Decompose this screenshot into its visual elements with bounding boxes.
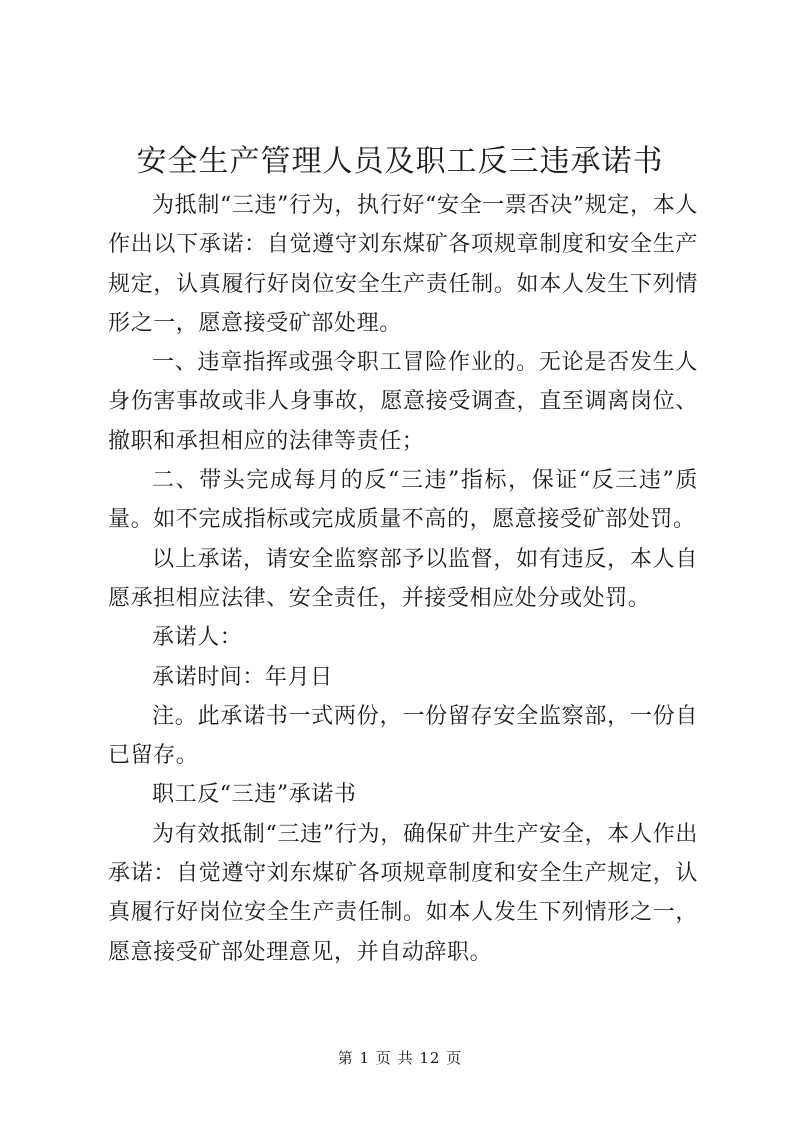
page-number-footer: 第 1 页 共 12 页	[337, 1049, 463, 1067]
paragraph-signatory: 承诺人：	[152, 625, 243, 651]
paragraph-worker-commitment: 为有效抵制“三违”行为，确保矿井生产安全，本人作出承诺：自觉遵守刘东煤矿各项规章制度和安全生产规定，认真履行好岗位安全生产责任制。如本人发生下列情形之一，愿意接受矿部处理意见，并自动辞职。	[108, 821, 698, 965]
paragraph-item-two: 二、带头完成每月的反“三违”指标，保证“反三违”质量。如不完成指标或完成质量不高的，愿意接受矿部处罚。	[108, 468, 698, 533]
paragraph-intro: 为抵制“三违”行为，执行好“安全一票否决”规定，本人作出以下承诺：自觉遵守刘东煤矿各项规章制度和安全生产规定，认真履行好岗位安全生产责任制。如本人发生下列情形之一，愿意接受矿部处理。	[108, 193, 698, 336]
document-body	[108, 186, 698, 972]
paragraph-subtitle: 职工反“三违”承诺书	[152, 782, 357, 808]
paragraph-note: 注。此承诺书一式两份，一份留存安全监察部，一份自已留存。	[108, 703, 698, 769]
paragraph-item-one: 一、违章指挥或强令职工冒险作业的。无论是否发生人身伤害事故或非人身事故，愿意接受调查，直至调离岗位、撤职和承担相应的法律等责任；	[108, 350, 698, 454]
paragraph-supervision: 以上承诺，请安全监察部予以监督，如有违反，本人自愿承担相应法律、安全责任，并接受相应处分或处罚。	[108, 546, 698, 611]
paragraph-date: 承诺时间：年月日	[152, 664, 333, 690]
document-title: 安全生产管理人员及职工反三违承诺书	[136, 144, 664, 179]
